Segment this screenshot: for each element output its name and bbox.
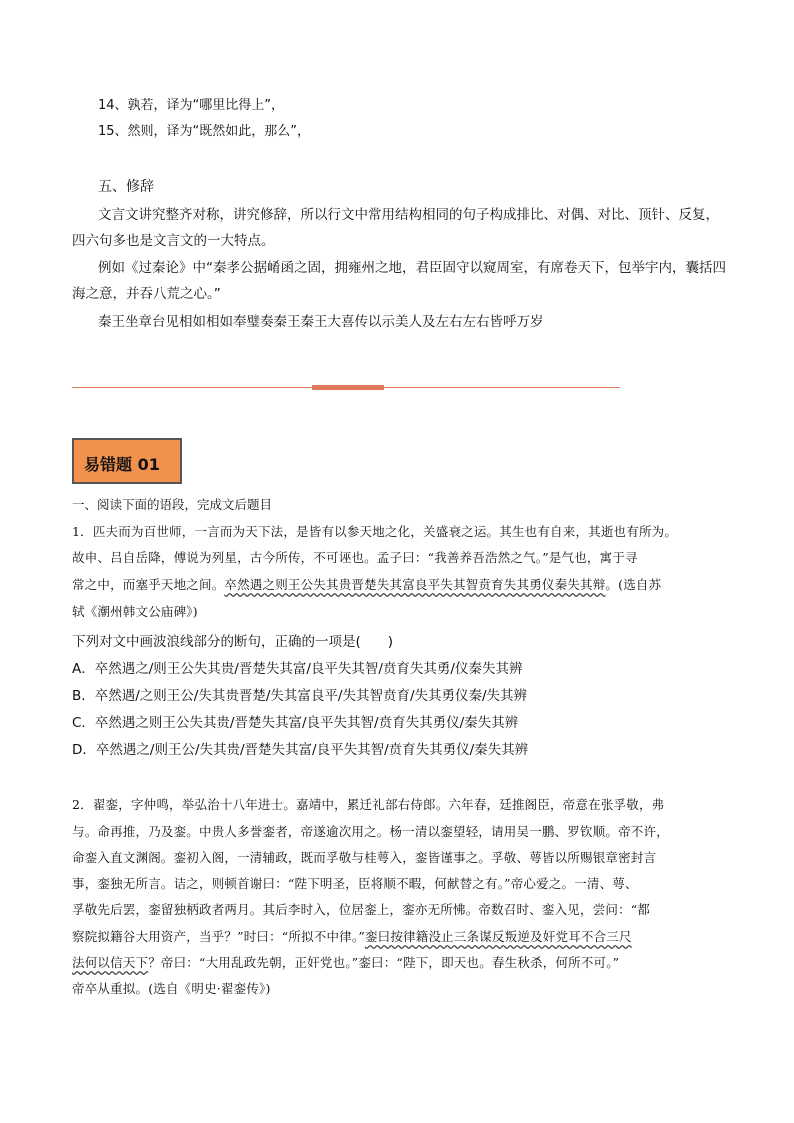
q1-line3-start: 常之中，而塞乎天地之间。 [72,577,225,592]
para1-line1: 文言文讲究整齐对称，讲究修辞，所以行文中常用结构相同的句子构成排比、对偶、对比、顶针、反复， [98,207,719,223]
q2-wavy-underlined-text-2: 法何以信天下 [72,955,149,970]
item-14: 14、孰若，译为“哪里比得上”， [98,98,285,113]
q1-question: 下列对文中画波浪线部分的断句，正确的一项是( ) [72,634,394,650]
q2-line4: 事，銮独无所言。诘之，则顿首谢曰：“陛下明圣，臣将顺不暇，何献替之有。”帝心爱之。一清、萼、 [72,876,638,891]
option-d[interactable]: D．卒然遇之/则王公/失其贵/晋楚失其富/良平失其智/贲育失其勇仪/秦失其辨 [72,742,529,758]
q2-line7 [72,953,619,973]
option-b[interactable]: B．卒然遇/之则王公/失其贵晋楚/失其富良平/失其智贲育/失其勇仪秦/失其辨 [72,688,528,704]
para2-line2: 海之意，并吞八荒之心。” [72,286,221,302]
q2-line5: 孚敬先后罢，銮留独柄政者两月。其后李时入，位居銮上，銮亦无所怫。帝数召时、銮入见，尝问：“都 [72,902,651,917]
q1-line2: 故申、吕自岳降，傅说为列星，古今所传，不可诬也。孟子曰：“我善养吾浩然之气。”是气也，寓于寻 [72,550,638,565]
q2-line1: 2．翟銮，字仲鸣，举弘治十八年进士。嘉靖中，累迁礼部右侍郎。六年春，廷推阁臣，帝意在张孚敬，弗 [72,797,665,812]
q1-line3-end: 。(选自苏 [605,577,662,592]
para1-line2: 四六句多也是文言文的一大特点。 [72,233,275,249]
q1-line1: 1．匹夫而为百世师，一言而为天下法，是皆有以参天地之化，关盛衰之运。其生也有自来，其逝也有所为。 [72,524,678,539]
q2-line6 [72,927,632,947]
option-c[interactable]: C．卒然遇之则王公失其贵/晋楚失其富/良平失其智/贲育失其勇仪/秦失其辨 [72,715,519,731]
q2-wavy-underlined-text-1: 銮曰按律籍没止三条谋反叛逆及奸党耳不合三尺 [364,929,632,944]
exercise-intro: 一、阅读下面的语段，完成文后题目 [72,497,273,512]
badge-label: 易错题 01 [84,455,160,474]
q1-line4: 轼《潮州韩文公庙碑》) [72,604,198,619]
q1-line3 [72,575,661,595]
q2-line2: 与。命再推，乃及銮。中贵人多誉銮者，帝遂逾次用之。杨一清以銮望轻，请用吴一鹏、罗钦顺。帝不许， [72,824,669,839]
section-title-rhetoric: 五、修辞 [98,179,154,195]
q2-line6-start: 察院拟籍谷大用资产，当乎？”时曰：“所拟不中律。” [72,929,365,944]
q1-wavy-underlined-text: 卒然遇之则王公失其贵晋楚失其富良平失其智贲育失其勇仪秦失其辩 [224,577,606,592]
divider-center-accent [312,385,384,390]
item-15: 15、然则，译为“既然如此，那么”， [98,124,311,139]
para2-line1: 例如《过秦论》中“秦孝公据崤函之固，拥雍州之地，君臣固守以窥周室，有席卷天下，包举宇内，囊括四 [98,260,726,276]
q2-line7-end: ？帝曰：“大用乱政先朝，正奸党也。”銮曰：“陛下，即天也。春生秋杀，何所不可。” [148,955,620,970]
error-question-badge [72,438,182,484]
para3: 秦王坐章台见相如相如奉璧奏秦王秦王大喜传以示美人及左右左右皆呼万岁 [98,314,544,330]
divider-right [384,387,620,388]
q2-line3: 命銮入直文渊阁。銮初入阁，一清辅政，既而孚敬与桂萼入，銮皆谨事之。孚敬、萼皆以所赐银章密封言 [72,850,657,865]
divider-left [72,387,312,388]
q2-line8: 帝卒从重拟。(选自《明史·翟銮传》) [72,981,271,996]
option-a[interactable]: A．卒然遇之/则王公失其贵/晋楚失其富/良平失其智/贲育失其勇/仪秦失其辨 [72,661,523,677]
